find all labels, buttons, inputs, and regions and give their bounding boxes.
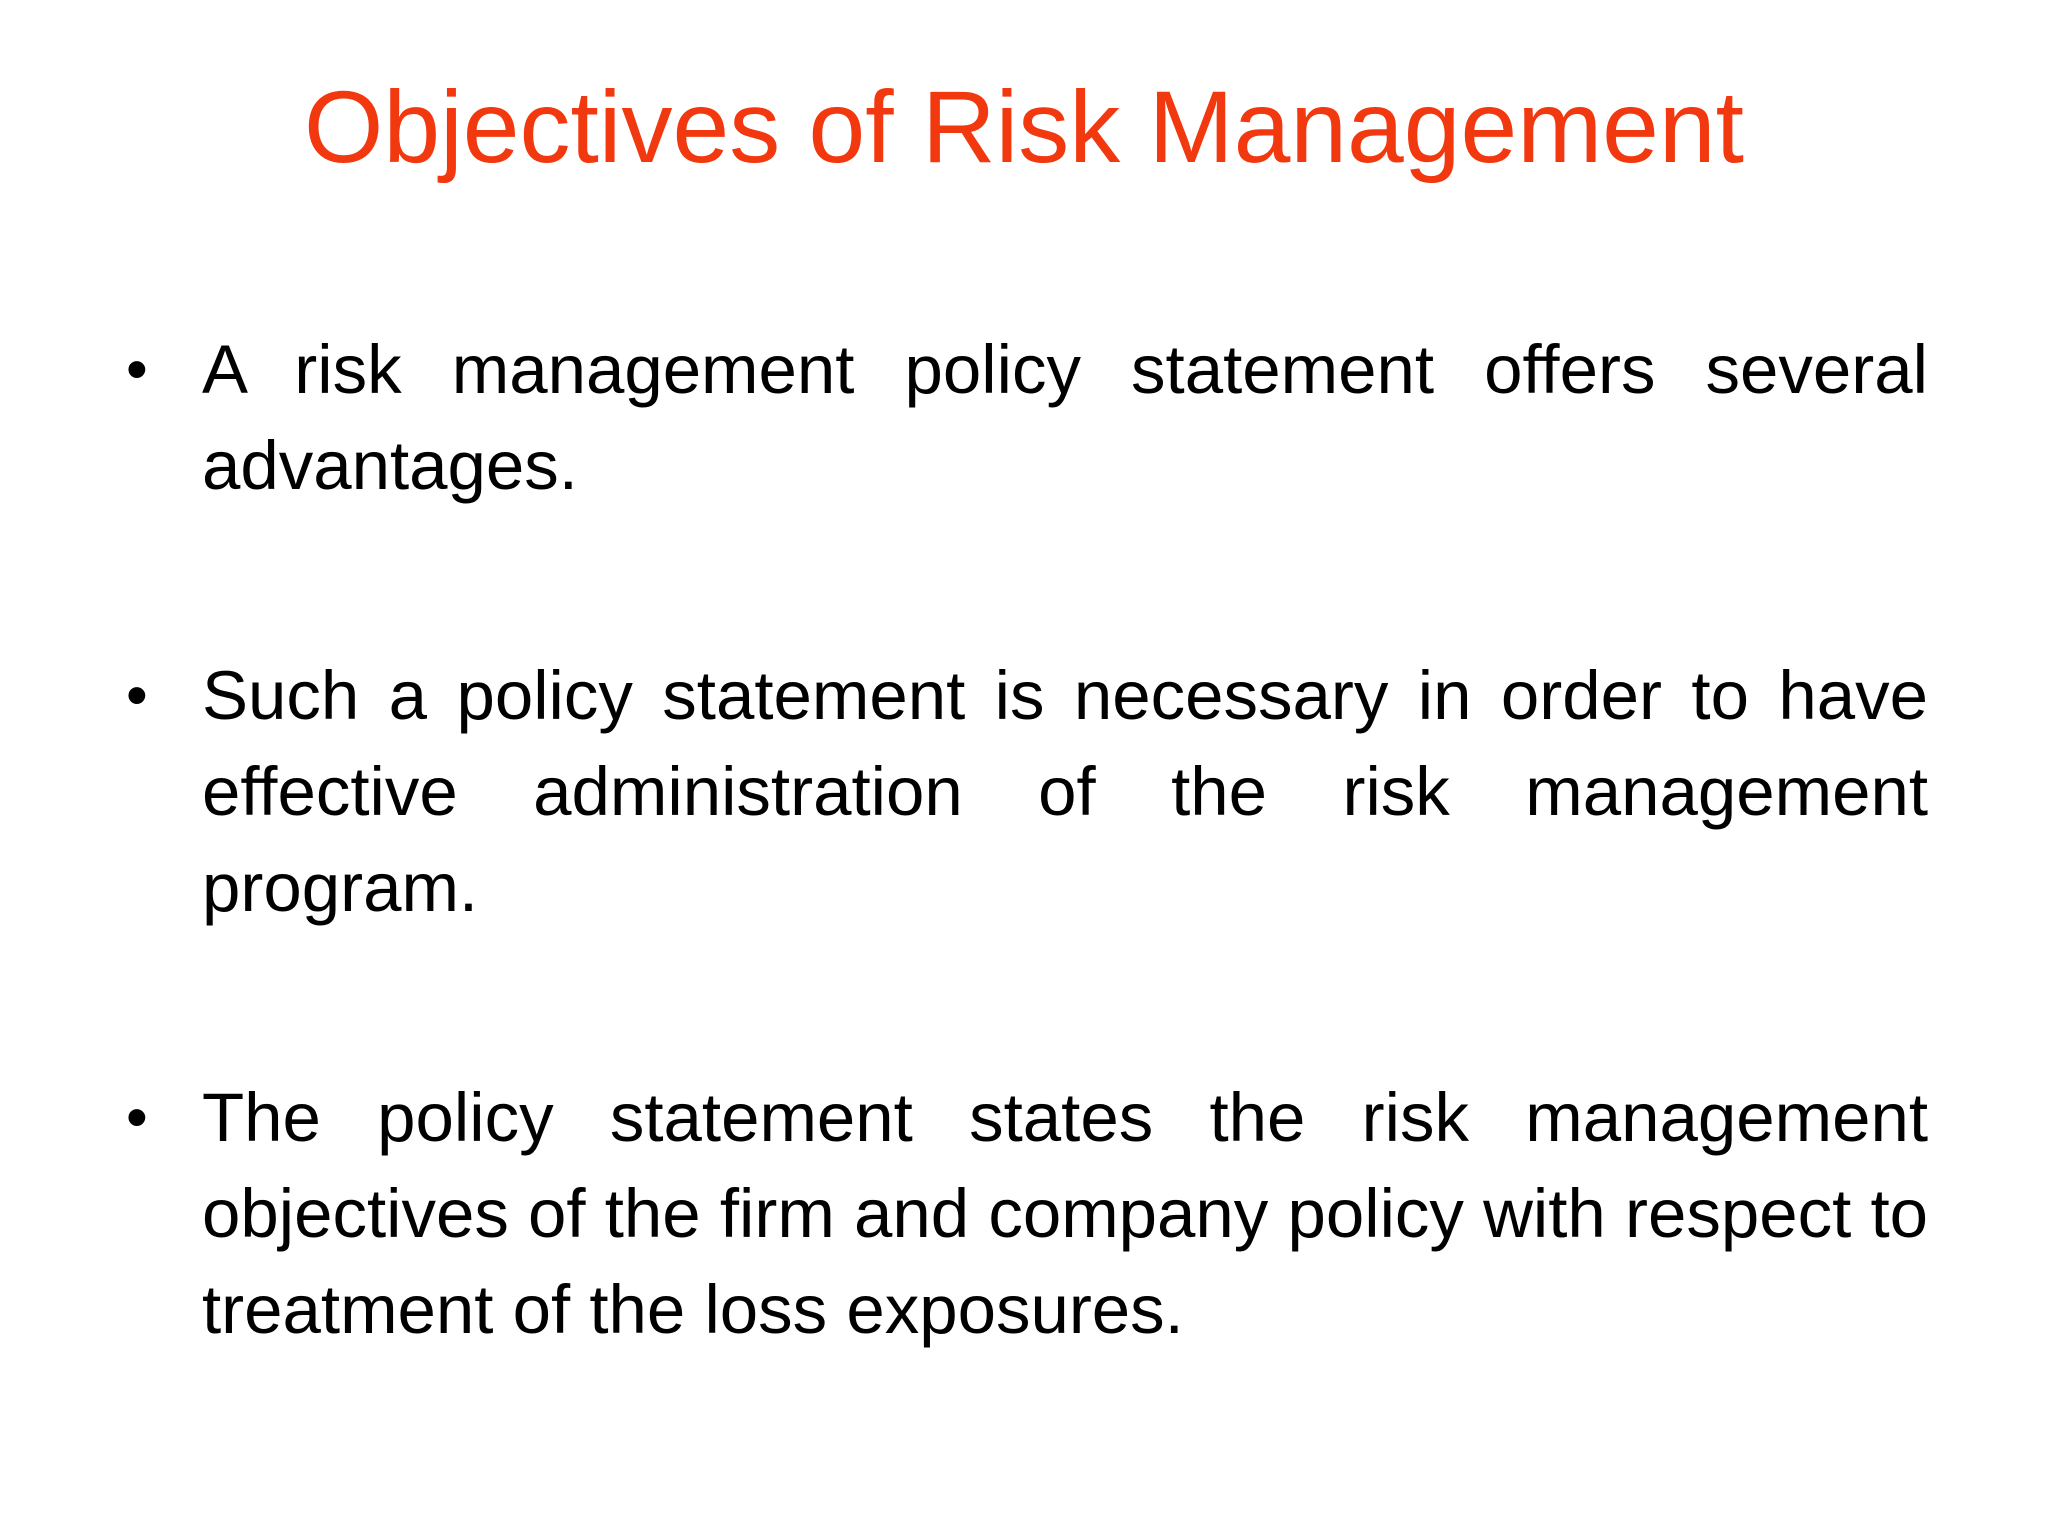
bullet-text: A risk management policy statement offers several advantages. <box>202 331 1928 504</box>
bullet-text: The policy statement states the risk management objectives of the firm and company policy with respect to treatment of the loss exposures. <box>202 1079 1928 1348</box>
bullet-point-icon: • <box>126 1083 148 1152</box>
bullet-item <box>120 1070 1928 1358</box>
bullet-point-icon: • <box>126 661 148 730</box>
slide-title: Objectives of Risk Management <box>304 70 1744 184</box>
bullet-item <box>120 648 1928 936</box>
bullet-point-icon: • <box>126 335 148 404</box>
bullet-list <box>120 322 1928 1358</box>
bullet-item <box>120 322 1928 514</box>
bullet-text: Such a policy statement is necessary in order to have effective administration of the risk management program. <box>202 657 1928 926</box>
